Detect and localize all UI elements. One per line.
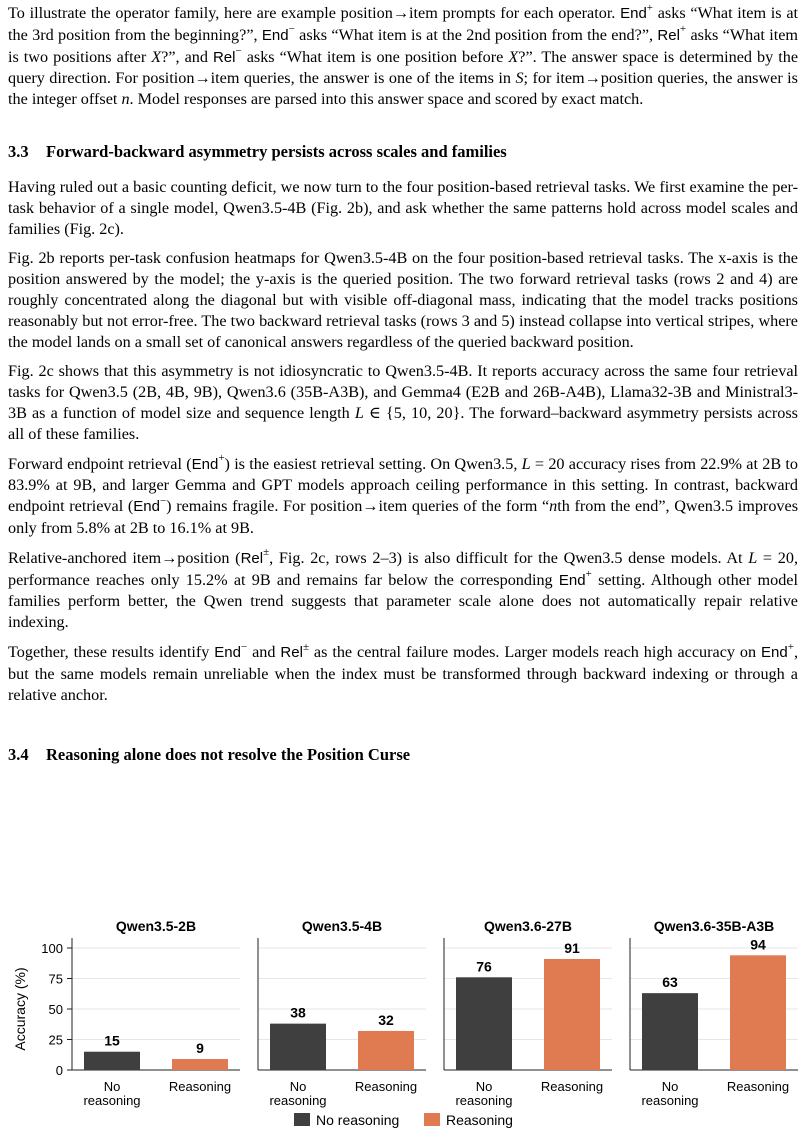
bar-reasoning bbox=[544, 959, 600, 1070]
body-paragraph: Together, these results identify End− and Rel± as the central failure modes. Larger models reach high accuracy on End+, but the same models remain unreliable when the index must be transformed through backward indexing or through a relative anchor. bbox=[8, 640, 798, 704]
bar-value-label: 94 bbox=[750, 936, 766, 953]
panel-title: Qwen3.6-27B bbox=[484, 918, 572, 934]
bar-reasoning bbox=[172, 1059, 228, 1070]
legend-swatch bbox=[424, 1113, 440, 1126]
bar-no-reasoning bbox=[456, 977, 512, 1070]
x-tick-label: Reasoning bbox=[540, 1079, 604, 1094]
body-paragraph: Relative-anchored item→position (Rel±, Fig. 2c, rows 2–3) is also difficult for the Qwen3.5 dense models. At L = 20, performance reaches only 15.2% at 9B and remains far below the corresponding End+ setting. Although other model families perform better, the Qwen trend suggests that parameter scale alone does not automatically repair relative indexing. bbox=[8, 546, 798, 632]
legend-entry: Reasoning bbox=[446, 1112, 513, 1128]
y-tick-label: 50 bbox=[48, 1002, 63, 1017]
x-tick-label: reasoning bbox=[83, 1093, 141, 1108]
bar-value-label: 76 bbox=[476, 958, 492, 975]
y-axis-label: Accuracy (%) bbox=[12, 967, 28, 1051]
legend-swatch bbox=[294, 1113, 310, 1126]
y-tick-label: 25 bbox=[48, 1032, 63, 1048]
body-paragraph: Forward endpoint retrieval (End+) is the easiest retrieval setting. On Qwen3.5, L = 20 accuracy rises from 22.9% at 2B to 83.9% at 9B, and larger Gemma and GPT models approach ceiling performance in this setting. In contrast, backward endpoint retrieval (End−) remains fragile. For position→item queries of the form “nth from the end”, Qwen3.5 improves only from 5.8% at 2B to 16.1% at 9B. bbox=[8, 452, 798, 537]
x-tick-label: reasoning bbox=[641, 1093, 699, 1108]
x-tick-label: Reasoning bbox=[354, 1079, 418, 1094]
panel-title: Qwen3.5-2B bbox=[115, 918, 197, 934]
y-tick-label: 75 bbox=[48, 971, 63, 987]
legend-entry: No reasoning bbox=[316, 1112, 400, 1128]
x-tick-label: reasoning bbox=[269, 1093, 327, 1108]
panel-title: Qwen3.5-4B bbox=[301, 918, 383, 934]
bar-value-label: 15 bbox=[104, 1032, 120, 1049]
y-tick-label: 0 bbox=[55, 1063, 63, 1078]
bar-value-label: 91 bbox=[564, 939, 580, 956]
bar-no-reasoning bbox=[270, 1024, 326, 1070]
bar-value-label: 38 bbox=[290, 1004, 306, 1021]
bar-no-reasoning bbox=[642, 993, 698, 1070]
paper-page bbox=[8, 0, 798, 766]
bar-value-label: 9 bbox=[196, 1040, 204, 1057]
bar-value-label: 32 bbox=[378, 1011, 394, 1028]
bar-value-label: 63 bbox=[662, 974, 678, 991]
section-heading: 3.3 Forward-backward asymmetry persists across scales and families bbox=[8, 141, 507, 161]
x-tick-label: Reasoning bbox=[168, 1079, 232, 1094]
section-heading: 3.4 Reasoning alone does not resolve the Position Curse bbox=[8, 745, 411, 765]
body-paragraph: Fig. 2c shows that this asymmetry is not idiosyncratic to Qwen3.5-4B. It reports accuracy across the same four retrieval tasks for Qwen3.5 (2B, 4B, 9B), Qwen3.6 (35B-A3B), and Gemma4 (E2B and 26B-A4B), Llama32-3B and Ministral3-3B as a function of model size and sequence length L ∈ {5, 10, 20}. The forward–backward asymmetry persists across all of these families. bbox=[8, 362, 798, 443]
bar-no-reasoning bbox=[84, 1052, 140, 1070]
intro-paragraph: To illustrate the operator family, here are example position→item prompts for each operator. End+ asks “What item is at the 3rd position from the beginning?”, End− asks “What item is at the 2nd position from the end?”, Rel+ asks “What item is two positions after X?”, and Rel− asks “What item is one position before X?”. The answer space is determined by the query direction. For position→item queries, the answer is one of the items in S; for item→position queries, the answer is the integer offset n. Model responses are parsed into this answer space and scored by exact match. bbox=[8, 1, 799, 109]
body-paragraph: Having ruled out a basic counting deficit, we now turn to the four position-based retrieval tasks. We first examine the per-task behavior of a single model, Qwen3.5-4B (Fig. 2b), and ask whether the same patterns hold across model scales and families (Fig. 2c). bbox=[8, 177, 798, 238]
x-tick-label: No bbox=[103, 1079, 121, 1094]
accuracy-bar-chart bbox=[0, 906, 806, 1136]
x-tick-label: reasoning bbox=[455, 1093, 513, 1108]
bar-reasoning bbox=[358, 1031, 414, 1070]
panel-title: Qwen3.6-35B-A3B bbox=[653, 918, 775, 934]
body-paragraph: Fig. 2b reports per-task confusion heatmaps for Qwen3.5-4B on the four position-based retrieval tasks. The x-axis is the position answered by the model; the y-axis is the queried position. The two forward retrieval tasks (rows 2 and 4) are roughly concentrated along the diagonal but with visible off-diagonal mass, indicating that the model tracks positions reasonably but not error-free. The two backward retrieval tasks (rows 3 and 5) instead collapse into vertical stripes, where the model lands on a small set of canonical answers regardless of the queried backward position. bbox=[8, 249, 798, 351]
bar-reasoning bbox=[730, 955, 786, 1070]
x-tick-label: No bbox=[475, 1079, 493, 1094]
x-tick-label: Reasoning bbox=[726, 1079, 790, 1094]
y-tick-label: 100 bbox=[41, 941, 63, 956]
x-tick-label: No bbox=[289, 1079, 307, 1094]
x-tick-label: No bbox=[661, 1079, 679, 1094]
